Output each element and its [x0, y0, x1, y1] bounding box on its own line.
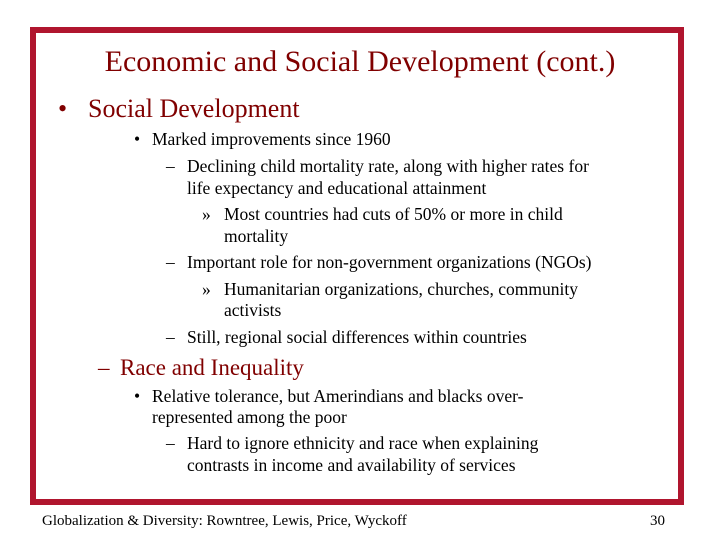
bullet-dash-icon: –: [166, 327, 175, 347]
text-tolerance-line-1: Relative tolerance, but Amerindians and blacks over-: [152, 386, 524, 406]
bullet-dot-icon: •: [134, 129, 141, 149]
bullet-dash-icon: –: [166, 433, 175, 453]
bullet-dot-icon: •: [58, 94, 68, 123]
text-humanitarian-line-2: activists: [224, 300, 282, 320]
heading-social-development: Social Development: [88, 94, 300, 123]
text-tolerance-line-2: represented among the poor: [152, 407, 347, 427]
text-regional: Still, regional social differences within countries: [187, 327, 527, 347]
text-cuts-line-1: Most countries had cuts of 50% or more in child: [224, 204, 563, 224]
text-declining-line-2: life expectancy and educational attainment: [187, 178, 487, 198]
footer-source: Globalization & Diversity: Rowntree, Lewis, Price, Wyckoff: [42, 513, 407, 529]
text-declining-line-1: Declining child mortality rate, along with higher rates for: [187, 156, 589, 176]
slide-title: Economic and Social Development (cont.): [104, 45, 616, 78]
bullet-dash-icon: –: [166, 252, 175, 272]
bullet-raquo-icon: »: [202, 204, 211, 224]
heading-race-inequality: Race and Inequality: [120, 355, 304, 380]
text-cuts-line-2: mortality: [224, 226, 289, 246]
text-marked-improvements: Marked improvements since 1960: [152, 129, 391, 149]
bullet-dash-icon: –: [98, 355, 110, 380]
text-ngos: Important role for non-government organizations (NGOs): [187, 252, 592, 272]
text-humanitarian-line-1: Humanitarian organizations, churches, community: [224, 279, 578, 299]
bullet-dash-icon: –: [166, 156, 175, 176]
bullet-dot-icon: •: [134, 386, 141, 406]
text-ethnicity-line-1: Hard to ignore ethnicity and race when explaining: [187, 433, 539, 453]
bullet-raquo-icon: »: [202, 279, 211, 299]
page-number: 30: [650, 513, 665, 529]
text-ethnicity-line-2: contrasts in income and availability of services: [187, 455, 516, 475]
